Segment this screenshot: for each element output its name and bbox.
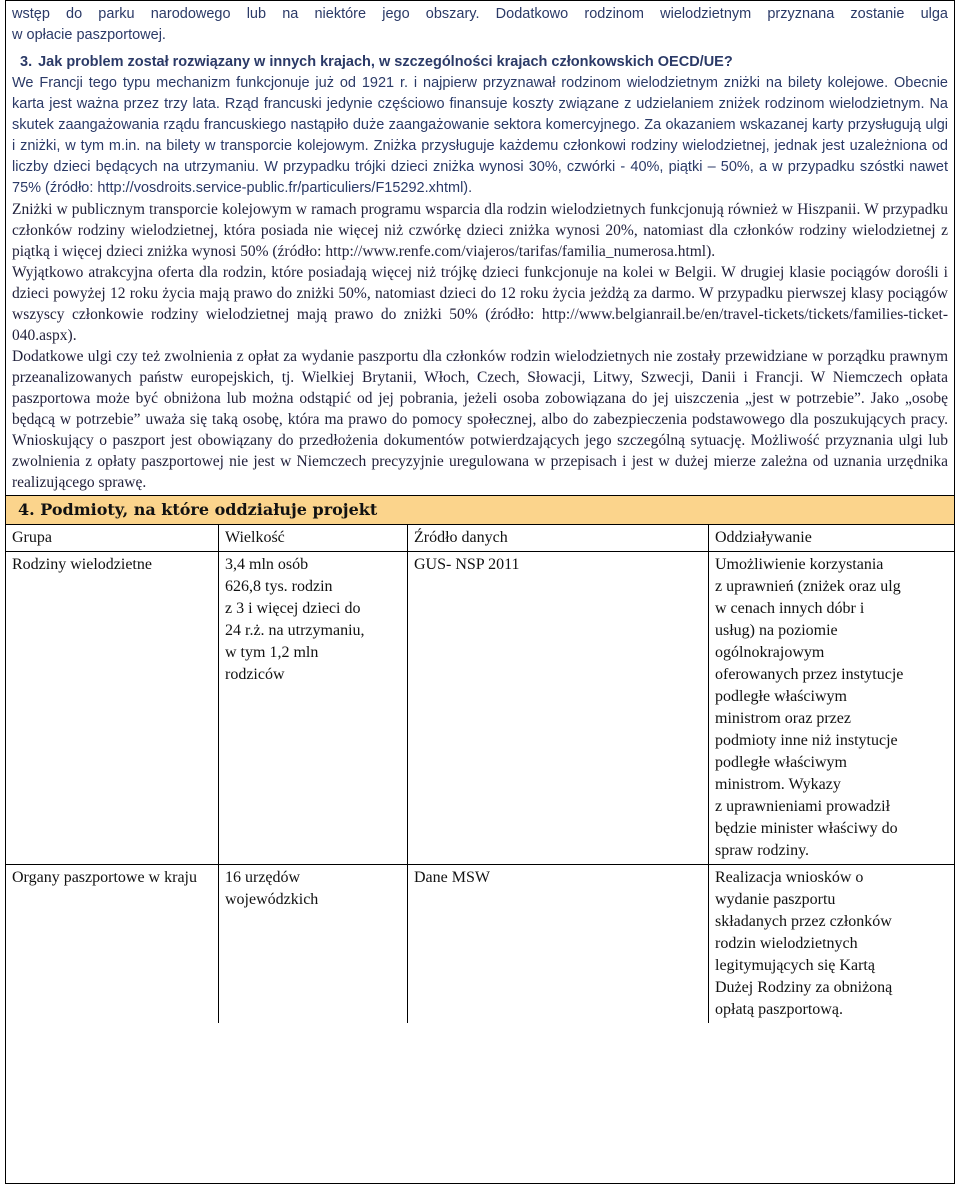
impact-line: podległe właściwym bbox=[715, 754, 847, 771]
intro-line-2: w opłacie paszportowej. bbox=[12, 27, 166, 43]
stakeholders-table bbox=[6, 525, 954, 1023]
table-header-row bbox=[6, 525, 954, 552]
cell-impact bbox=[709, 552, 955, 865]
impact-line: z uprawnieniami prowadził bbox=[715, 798, 891, 815]
impact-line: ministrom. Wykazy bbox=[715, 776, 841, 793]
paragraph-spain: Zniżki w publicznym transporcie kolejowym w ramach programu wsparcia dla rodzin wielodzietnych funkcjonują również w Hiszpanii. W przypadku członków rodziny wielodzietnej, która posiada nie więcej niż czwórkę dzieci zniżka wynosi 20%, natomiast dla członków rodziny wielodzietnej z piątką i więcej dzieci zniżka wynosi 50% (źródło: http://www.renfe.com/viajeros/tarifas/familia_numerosa.html). bbox=[12, 201, 948, 260]
question-3-title: Jak problem został rozwiązany w innych krajach, w szczególności krajach członkowskich OECD/UE? bbox=[38, 54, 733, 70]
size-line: 16 urzędów bbox=[225, 869, 301, 886]
table-row bbox=[6, 865, 954, 1024]
header-source: Źródło danych bbox=[408, 525, 709, 552]
impact-line: ministrom oraz przez bbox=[715, 710, 851, 727]
size-line: z 3 i więcej dzieci do bbox=[225, 600, 361, 617]
impact-line: w cenach innych dóbr i bbox=[715, 600, 865, 617]
impact-line: spraw rodziny. bbox=[715, 842, 810, 859]
paragraph-france: We Francji tego typu mechanizm funkcjonuje już od 1921 r. i najpierw przyznawał rodzinom wielodzietnym zniżki na bilety kolejowe. Obecnie karta jest ważna przez trzy lata. Rząd francuski jedynie częściowo finansuje koszty związane z udzielaniem zniżek rodzinom wielodzietnym. Na skutek zaangażowania rządu francuskiego nastąpiło duże zaangażowanie sektora komercyjnego. Za okazaniem wskazanej karty przysługują ulgi i zniżki, w tym m.in. na bilety w transporcie kolejowym. Zniżka przysługuje każdemu członkowi rodziny wielodzietnej, jednak jest uzależniona od liczby dzieci będących na utrzymaniu. W przypadku trójki dzieci zniżka wynosi 30%, czwórki - 40%, piątki – 50%, a w przypadku szóstki nawet 75% (źródło: http://vosdroits.service-public.fr/particuliers/F15292.xhtml). bbox=[12, 75, 948, 196]
paragraph-passport: Dodatkowe ulgi czy też zwolnienia z opłat za wydanie paszportu dla członków rodzin wielodzietnych nie zostały przewidziane w porządku prawnym przeanalizowanych państw europejskich, tj. Wielkiej Brytanii, Włoch, Czech, Słowacji, Litwy, Szwecji, Danii i Francji. W Niemczech opłata paszportowa może być obniżona lub można odstąpić od jej pobrania, jeżeli osoba zobowiązana do jej uiszczenia „jest w potrzebie”. Jako „osobę będącą w potrzebie” uważa się taką osobę, która ma prawo do pomocy społecznej, albo do zabezpieczenia podstawowego dla poszukujących pracy. Wnioskujący o paszport jest obowiązany do przedłożenia dokumentów potwierdzających jego szczególną sytuację. Możliwość przyznania ulgi lub zwolnienia z opłaty paszportowej nie jest w Niemczech precyzyjnie uregulowana w przepisach i jest w dużej mierze zależna od uznania urzędnika realizującego sprawę. bbox=[12, 348, 948, 491]
impact-line: podmioty inne niż instytucje bbox=[715, 732, 898, 749]
header-group: Grupa bbox=[6, 525, 219, 552]
impact-line: ogólnokrajowym bbox=[715, 644, 825, 661]
size-line: rodziców bbox=[225, 666, 285, 683]
impact-line: będzie minister właściwy do bbox=[715, 820, 898, 837]
impact-line: oferowanych przez instytucje bbox=[715, 666, 904, 683]
intro-line-1: wstęp do parku narodowego lub na niektóre jego obszary. Dodatkowo rodzinom wielodzietnym przyznana zostanie ulga bbox=[12, 6, 948, 22]
size-line: wojewódzkich bbox=[225, 891, 319, 908]
cell-size bbox=[219, 865, 408, 1024]
table-row bbox=[6, 552, 954, 865]
cell-group: Rodziny wielodzietne bbox=[6, 552, 219, 865]
section-4-heading: 4. Podmioty, na które oddziałuje projekt bbox=[6, 495, 954, 525]
size-line: 3,4 mln osób bbox=[225, 556, 309, 573]
impact-line: składanych przez członków bbox=[715, 913, 892, 930]
intro-text bbox=[6, 1, 954, 46]
question-3-heading bbox=[6, 52, 954, 72]
impact-line: z uprawnień (zniżek oraz ulg bbox=[715, 578, 901, 595]
size-line: 626,8 tys. rodzin bbox=[225, 578, 333, 595]
cell-source: GUS- NSP 2011 bbox=[408, 552, 709, 865]
impact-line: legitymujących się Kartą bbox=[715, 957, 875, 974]
impact-line: Realizacja wniosków o bbox=[715, 869, 864, 886]
cell-size bbox=[219, 552, 408, 865]
impact-line: wydanie paszportu bbox=[715, 891, 836, 908]
cell-group: Organy paszportowe w kraju bbox=[6, 865, 219, 1024]
document-page bbox=[5, 0, 955, 1184]
size-line: w tym 1,2 mln bbox=[225, 644, 319, 661]
header-size: Wielkość bbox=[219, 525, 408, 552]
paragraph-belgium: Wyjątkowo atrakcyjna oferta dla rodzin, które posiadają więcej niż trójkę dzieci funkcjonuje na kolei w Belgii. W drugiej klasie pociągów dorośli i dzieci powyżej 12 roku życia mają prawo do zniżki 50%, natomiast dzieci do 12 roku życia jeżdżą za darmo. W przypadku pierwszej klasy pociągów wszyscy członkowie rodziny wielodzietnej mają prawo do zniżki 50% (źródło: http://www.belgianrail.be/en/travel-tickets/tickets/families-ticket-040.aspx). bbox=[12, 264, 948, 344]
impact-line: rodzin wielodzietnych bbox=[715, 935, 858, 952]
impact-line: usług) na poziomie bbox=[715, 622, 838, 639]
header-impact: Oddziaływanie bbox=[709, 525, 955, 552]
impact-line: opłatą paszportową. bbox=[715, 1001, 843, 1018]
size-line: 24 r.ż. na utrzymaniu, bbox=[225, 622, 365, 639]
impact-line: podległe właściwym bbox=[715, 688, 847, 705]
question-3-number: 3. bbox=[20, 54, 33, 70]
cell-impact bbox=[709, 865, 955, 1024]
cell-source: Dane MSW bbox=[408, 865, 709, 1024]
impact-line: Umożliwienie korzystania bbox=[715, 556, 884, 573]
impact-line: Dużej Rodziny za obniżoną bbox=[715, 979, 893, 996]
